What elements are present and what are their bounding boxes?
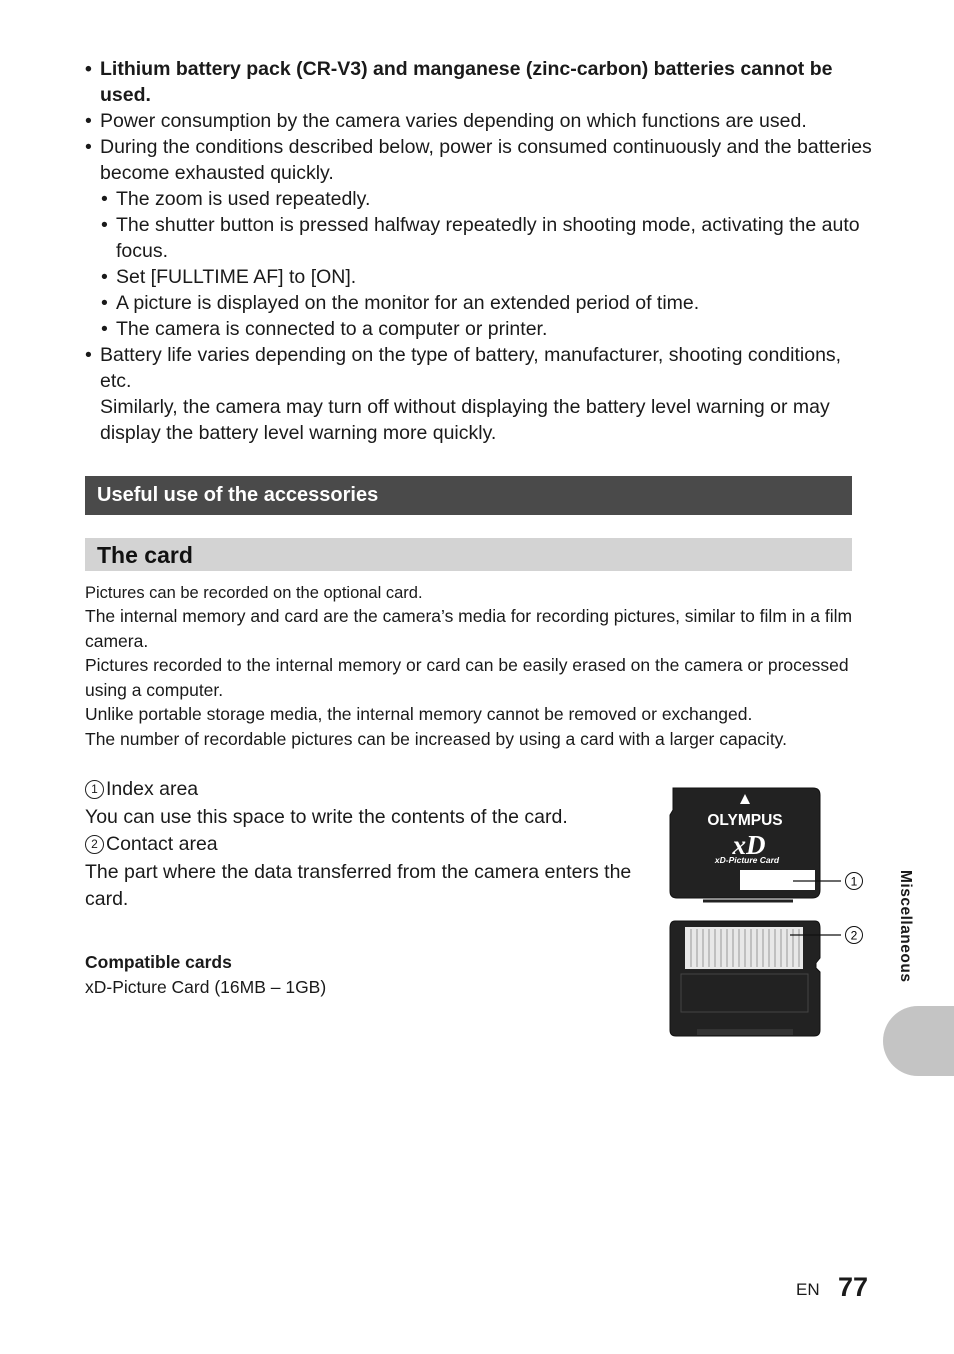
side-tab-label: Miscellaneous — [897, 870, 914, 983]
intro-line: The number of recordable pictures can be increased by using a card with a larger capacity. — [85, 728, 787, 749]
sub-bullet-item: • The camera is connected to a computer or printer. — [101, 318, 548, 340]
sub-bullet-item: • Set [FULLTIME AF] to [ON]. — [101, 266, 357, 288]
intro-line: Pictures can be recorded on the optional card. — [85, 584, 423, 602]
intro-line: Pictures recorded to the internal memory or card can be easily erased on the camera or processed using a computer. — [85, 655, 849, 700]
card-brand: OLYMPUS — [707, 812, 783, 829]
area-desc-index: You can use this space to write the contents of the card. — [85, 805, 568, 828]
circled-number: 2 — [85, 835, 104, 854]
page-number: 77 — [838, 1272, 869, 1302]
sub-bullet-item: • A picture is displayed on the monitor for an extended period of time. — [101, 292, 700, 314]
section-heading: Useful use of the accessories — [85, 476, 852, 515]
sub-bullet-item: • The shutter button is pressed halfway repeatedly in shooting mode, activating the auto focus. — [101, 214, 860, 262]
subsection-heading: The card — [85, 538, 852, 571]
bullet-item: • Power consumption by the camera varies depending on which functions are used. — [85, 110, 807, 132]
area-label-contact: 2 Contact area — [85, 831, 645, 859]
bullet-item: • During the conditions described below, power is consumed continuously and the batteries become exhausted quickly. — [85, 136, 872, 184]
card-areas — [85, 776, 645, 914]
bullet-item: • Lithium battery pack (CR-V3) and manganese (zinc-carbon) batteries cannot be used. — [85, 58, 833, 106]
intro-line: The internal memory and card are the camera’s media for recording pictures, similar to film in a film camera. — [85, 606, 853, 651]
index-area — [740, 870, 815, 890]
footer-language: EN — [796, 1280, 820, 1299]
card-back-edge — [697, 1029, 793, 1035]
area-desc-contact: The part where the data transferred from the camera enters the card. — [85, 860, 632, 910]
compatible-cards-title: Compatible cards — [85, 952, 232, 972]
compatible-cards-value: xD-Picture Card (16MB – 1GB) — [85, 977, 327, 997]
side-tab — [883, 1006, 954, 1076]
card-intro-text — [85, 583, 875, 751]
bullet-continuation: Similarly, the camera may turn off without displaying the battery level warning or may display the battery level warning more quickly. — [100, 396, 830, 444]
sub-bullet-item: • The zoom is used repeatedly. — [101, 188, 371, 210]
callout-number-1: 1 — [850, 874, 858, 889]
area-label-index: 1 Index area — [85, 776, 645, 804]
card-caption: xD-Picture Card — [714, 855, 780, 865]
battery-notes — [85, 56, 875, 446]
circled-number: 1 — [85, 780, 104, 799]
bullet-item: • Battery life varies depending on the type of battery, manufacturer, shooting conditions, etc. — [85, 344, 842, 392]
xd-card-illustration — [665, 780, 870, 1042]
intro-line: Unlike portable storage media, the internal memory cannot be removed or exchanged. — [85, 704, 753, 724]
callout-number-2: 2 — [850, 928, 858, 943]
card-logo: xD — [732, 830, 766, 860]
